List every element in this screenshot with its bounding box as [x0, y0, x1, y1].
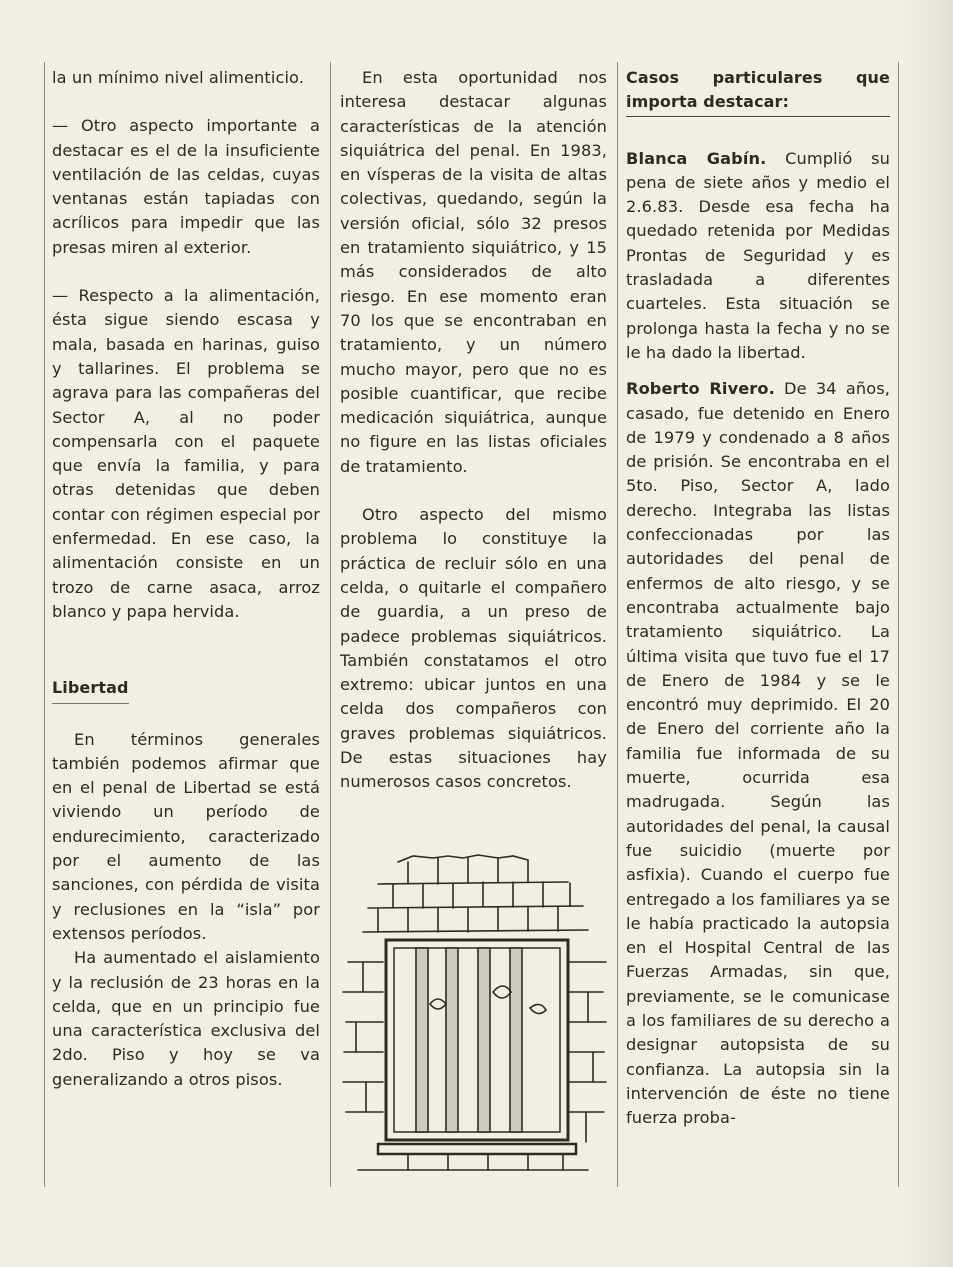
case-blanca-gabin	[626, 147, 890, 366]
col1-paragraph-food: — Respecto a la alimentación, ésta sigue siendo escasa y mala, basada en harinas, guiso y tallarines. El problema se agrava para las compañeras del Sector A, al no poder compensarla con el paquete que envía la familia, y para otras detenidas que deben contar con régimen especial por enfermedad. En ese caso, la alimentación consiste en un trozo de carne asaca, arroz blanco y papa hervida.	[52, 286, 320, 621]
cases-heading: Casos particulares que importa destacar:	[626, 66, 890, 117]
column-2	[340, 66, 607, 795]
prison-window-bars-drawing-icon	[338, 852, 610, 1182]
page-edge-shadow	[903, 0, 953, 1267]
case-name-blanca: Blanca Gabín.	[626, 148, 767, 168]
col1-paragraph-libertad: En términos generales también podemos afirmar que en el penal de Libertad se está viviendo un período de endurecimiento, caracterizado por el aumento de las sanciones, con pérdida de visita y reclusiones en la “isla” por extensos períodos.	[52, 729, 320, 943]
column-rule-2	[617, 62, 618, 1187]
col1-paragraph-ventilation: — Otro aspecto importante a destacar es el de la insuficiente ventilación de las celdas, cuyas ventanas están tapiadas con acrílicos para impedir que las presas miren al exterior.	[52, 116, 320, 257]
column-3	[626, 66, 890, 1130]
section-title-libertad: Libertad	[52, 676, 129, 703]
column-rule-1	[330, 62, 331, 1187]
col2-paragraph-seclusion: Otro aspecto del mismo problema lo constituye la práctica de recluir sólo en una celda, o quitarle el compañero de guardia, a un preso de padece problemas siquiátricos. También constatamos el otro extremo: ubicar juntos en una celda dos compañeros con graves problemas siquiátricos. De estas situaciones hay numerosos casos concretos.	[340, 505, 607, 792]
case-name-roberto: Roberto Rivero.	[626, 379, 775, 399]
case-text-roberto: De 34 años, casado, fue detenido en Enero de 1979 y condenado a 8 años de prisión. Se encontraba en el 5to. Piso, Sector A, lado derecho. Integraba las listas confeccionadas por las autoridades del penal de enfermos de alto riesgo, y se encontraba actualmente bajo tratamiento siquiátrico. La última visita que tuvo fue el 17 de Enero de 1984 y se le encontró muy deprimido. El 20 de Enero del corriente año la familia fue informada de su muerte, ocurrida esa madrugada. Según las autoridades del penal, la causal fue suicidio (muerte por asfixia). Cuando el cuerpo fue entregado a los familiares ya se le había practicado la autopsia en el Hospital Central de las Fuerzas Armadas, sin que, previamente, se le comunicase a los familiares de su derecho a designar autopsista de su confianza. La autopsia sin la intervención de éste no tiene fuerza proba-	[626, 379, 890, 1128]
col1-paragraph-1: la un mínimo nivel alimenticio.	[52, 68, 305, 87]
col1-paragraph-isolation: Ha aumentado el aislamiento y la reclusión de 23 horas en la celda, que en un principio fue una característica exclusiva del 2do. Piso y hoy se va generalizando a otros pisos.	[52, 948, 320, 1089]
column-rule-right	[898, 62, 899, 1187]
col2-paragraph-psychiatric: En esta oportunidad nos interesa destacar algunas características de la atención siquiátrica del penal. En 1983, en vísperas de la visita de altas colectivas, quedando, según la versión oficial, sólo 32 presos en tratamiento siquiátrico, y 15 más considerados de alto riesgo. En ese momento eran 70 los que se encontraban en tratamiento, y un número mucho mayor, pero que no es posible cuantificar, que recibe medicación siquiátrica, aunque no figure en las listas oficiales de tratamiento.	[340, 68, 607, 476]
case-roberto-rivero	[626, 377, 890, 1130]
column-rule-left	[44, 62, 45, 1187]
case-text-blanca: Cumplió su pena de siete años y medio el 2.6.83. Desde esa fecha ha quedado retenida por Medidas Prontas de Seguridad y es trasladada a diferentes cuarteles. Esta situación se prolonga hasta la fecha y no se le ha dado la libertad.	[626, 148, 890, 362]
column-1	[52, 66, 320, 1092]
